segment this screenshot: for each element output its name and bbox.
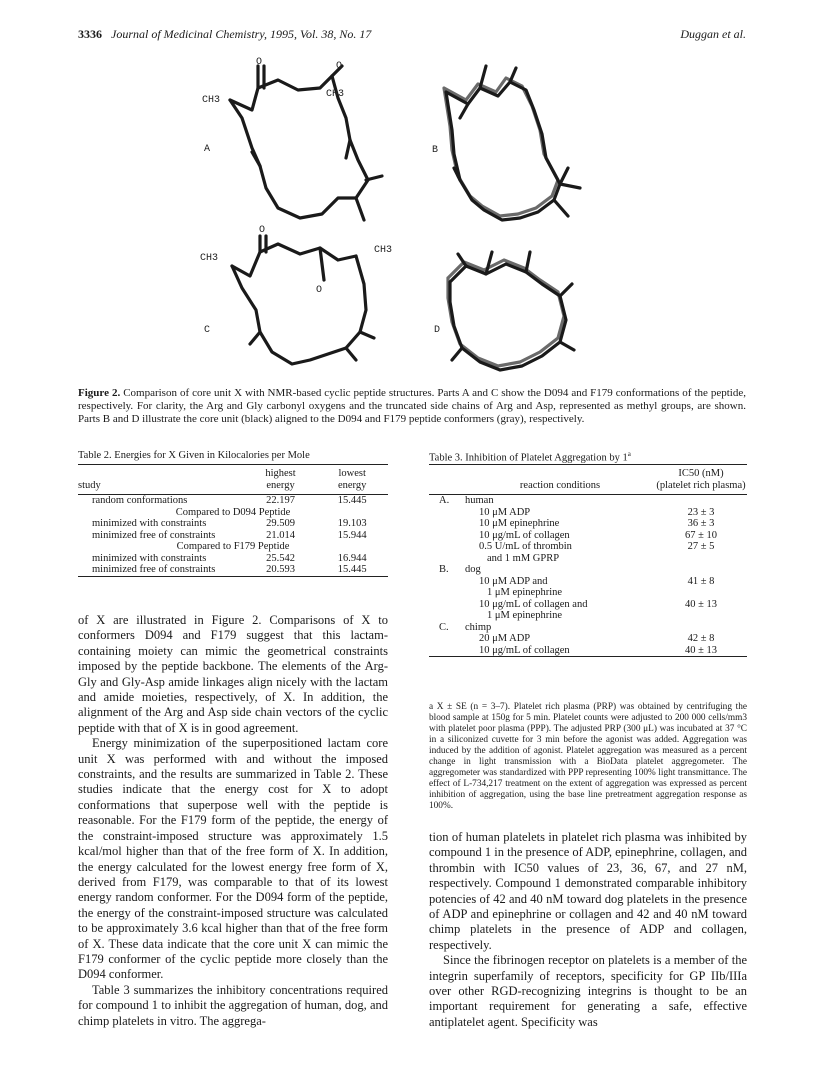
table2-header-row: [78, 465, 388, 495]
table-row: [78, 553, 388, 565]
panel-a-structure: [230, 66, 382, 220]
journal-citation: Journal of Medicinal Chemistry, 1995, Vol. 38, No. 17: [111, 27, 372, 41]
label-b: B: [432, 145, 439, 156]
table2-cell: random conformations: [92, 495, 188, 506]
table3-header-row: [429, 465, 747, 495]
table2-cell: 15.944: [337, 529, 367, 541]
table3-header-conditions: reaction conditions: [465, 465, 655, 495]
paragraph: tion of human platelets in platelet rich plasma was inhibited by compound 1 in the presence of ADP, epinephrine, collagen, and thrombin with IC50 values of 23, 36, 67, and 27 nM, respectively. Compound 1 demonstrated comparable inhibitory potencies of 42 and 40 nM toward dog platelets in the presence of ADP and epinephrine or collagen and 42 and 40 nM toward chimp platelets in the presence of ADP and collagen, respectively.: [429, 830, 747, 952]
table-row: 10 μM ADP and 41 ± 8: [479, 575, 715, 587]
label-ch3-2: CH3: [326, 89, 345, 100]
table-row: 20 μM ADP 42 ± 8: [479, 633, 715, 644]
table2: [78, 464, 388, 577]
label-ch3-3: CH3: [200, 253, 219, 264]
label-d: D: [434, 325, 441, 336]
table2-cell: 25.542: [266, 552, 295, 564]
figure-caption-text: Comparison of core unit X with NMR-based cyclic peptide structures. Parts A and C show the D094 and F179 conformations of the peptide, respectively. For clarity, the Arg and Gly carbonyl oxygens and the truncated side chains of Arg and Asp, represented as methyl groups, are shown. Parts B and D illustrate the core unit (black) aligned to the D094 and F179 peptide conformers (gray), respectively.: [78, 387, 746, 425]
figure-caption: [78, 387, 746, 426]
table2-subheading: Compared to D094 Peptide: [175, 506, 291, 518]
panel-c-structure: [232, 236, 374, 364]
label-o2: O: [336, 61, 343, 72]
table2-cell: minimized with constraints: [92, 552, 207, 564]
label-ch3-4: CH3: [374, 245, 393, 256]
table-row: A. human: [439, 495, 494, 506]
label-o1: O: [256, 57, 263, 68]
label-c: C: [204, 325, 211, 336]
table2-cell: 15.445: [337, 495, 367, 506]
label-o3: O: [259, 225, 266, 236]
table3: [429, 464, 747, 657]
body-left-column: [78, 613, 388, 1029]
table-row: and 1 mM GPRP: [487, 552, 560, 564]
table-row: [78, 495, 388, 507]
table-row: B. dog: [439, 564, 481, 575]
table-row: 10 μg/mL of collagen 67 ± 10: [479, 529, 717, 541]
table-row: 1 μM epinephrine: [487, 610, 563, 621]
table-row: 1 μM epinephrine: [487, 587, 563, 598]
table2-cell: 21.014: [266, 529, 295, 541]
table-row: C. chimp: [439, 621, 492, 633]
table-row: 10 μg/mL of collagen 40 ± 13: [479, 644, 717, 656]
table3-footnote: a X ± SE (n = 3–7). Platelet rich plasma (PRP) was obtained by centrifuging the blood sample at 150g for 5 min. Platelet counts were adjusted to 200 000 cells/mm3 with platelet poor plasma (PPP). The adjusted PRP (300 μL) was incubated at 37 °C in a siliconized cuvette for 3 min before the agonist was added. Aggregation was induced by the addition of agonist. Platelet aggregation was measured as a percent change in light transmission with a BioData platelet aggregometer. The aggregometer was standardized with PPP representing 100% light transmittance. The effect of L-734,217 treatment on the extent of aggregation was expressed as percent inhibition of aggregation, using the base line pretreatment aggregation response as 100%.: [429, 702, 747, 811]
label-ch3-1: CH3: [202, 95, 221, 106]
table2-header-lowest: lowest energy: [316, 465, 388, 495]
table2-cell: 20.593: [266, 564, 295, 575]
table-row: 10 μM ADP 23 ± 3: [479, 506, 715, 518]
table2-cell: 22.197: [266, 495, 295, 506]
table2-caption: Table 2. Energies for X Given in Kilocalories per Mole: [78, 450, 310, 461]
paragraph: Table 3 summarizes the inhibitory concentrations required for compound 1 to inhibit the aggregation of human, dog, and chimp platelets in vitro. The aggrega-: [78, 982, 388, 1028]
table2-cell: minimized free of constraints: [92, 564, 216, 575]
body-right-column: [429, 830, 747, 1030]
table-row: [78, 564, 388, 576]
table2-cell: 15.445: [337, 564, 367, 575]
paragraph: Energy minimization of the superpositioned lactam core unit X was performed with and without the imposed constraints, and the results are summarized in Table 2. These studies indicate that the energy cost for X to adopt conformations that superpose well with the peptide is reasonable. For the F179 form of the peptide, the energy of the constraint-imposed structure was approximately 1.5 kcal/mol higher than that of the free form of X. In addition, the energy calculated for the lowest energy free form of X, derived from F179, was comparable to that of its lowest energy random conformer. For the D094 form of the peptide, the energy of the constraint-imposed structure was calculated to be approximately 3.6 kcal higher than that of the free form of X. These data indicate that the core unit X can mimic the F179 conformer of the cyclic peptide more closely than the D094 conformer.: [78, 736, 388, 982]
figure-2: [160, 48, 680, 378]
figure-2-structures: [160, 48, 680, 378]
panel-b-structure: [444, 66, 580, 220]
panel-d-structure: [448, 252, 574, 370]
label-o4: O: [316, 285, 323, 296]
table2-header-highest: highest energy: [245, 465, 317, 495]
table3-header-ic50: IC50 (nM) (platelet rich plasma): [655, 465, 747, 495]
table2-cell: 19.103: [337, 518, 367, 529]
table-row: [78, 530, 388, 542]
paragraph: Since the fibrinogen receptor on platelets is a member of the integrin superfamily of receptors, specificity for GP IIb/IIIa over other RGD-recognizing integrins is thought to be an important requirement for generating a safe, effective antiplatelet agent. Specificity was: [429, 953, 747, 1029]
table2-header-study: study: [78, 465, 245, 495]
table2-cell: minimized free of constraints: [92, 529, 216, 541]
table-row: 0.5 U/mL of thrombin 27 ± 5: [479, 541, 715, 552]
table2-cell: 29.509: [266, 518, 295, 529]
table2-subheading: Compared to F179 Peptide: [176, 541, 290, 552]
table-row: [78, 518, 388, 530]
table-row: 10 μg/mL of collagen and 40 ± 13: [479, 598, 717, 610]
figure-caption-title: Figure 2.: [78, 387, 121, 399]
table-row: 10 μM epinephrine 36 ± 3: [479, 518, 715, 529]
page-number: 3336: [78, 27, 102, 41]
label-a: A: [204, 144, 211, 155]
table2-cell: minimized with constraints: [92, 518, 207, 529]
table3-caption: Table 3. Inhibition of Platelet Aggregation by 1$^a$: [429, 450, 631, 464]
table2-cell: 16.944: [337, 552, 367, 564]
running-header: [78, 27, 746, 42]
authors: Duggan et al.: [680, 27, 746, 41]
paragraph: of X are illustrated in Figure 2. Comparisons of X to conformers D094 and F179 suggest that this lactam-containing moiety can mimic the geometrical constraints imposed by the peptide backbone. The elements of the Arg-Gly and Gly-Asp amide linkages align nicely with the lactam and amide moieties, respectively, of X. In addition, the alignment of the Arg and Asp side chain vectors of the cyclic peptide with that of X is in good agreement.: [78, 613, 388, 735]
